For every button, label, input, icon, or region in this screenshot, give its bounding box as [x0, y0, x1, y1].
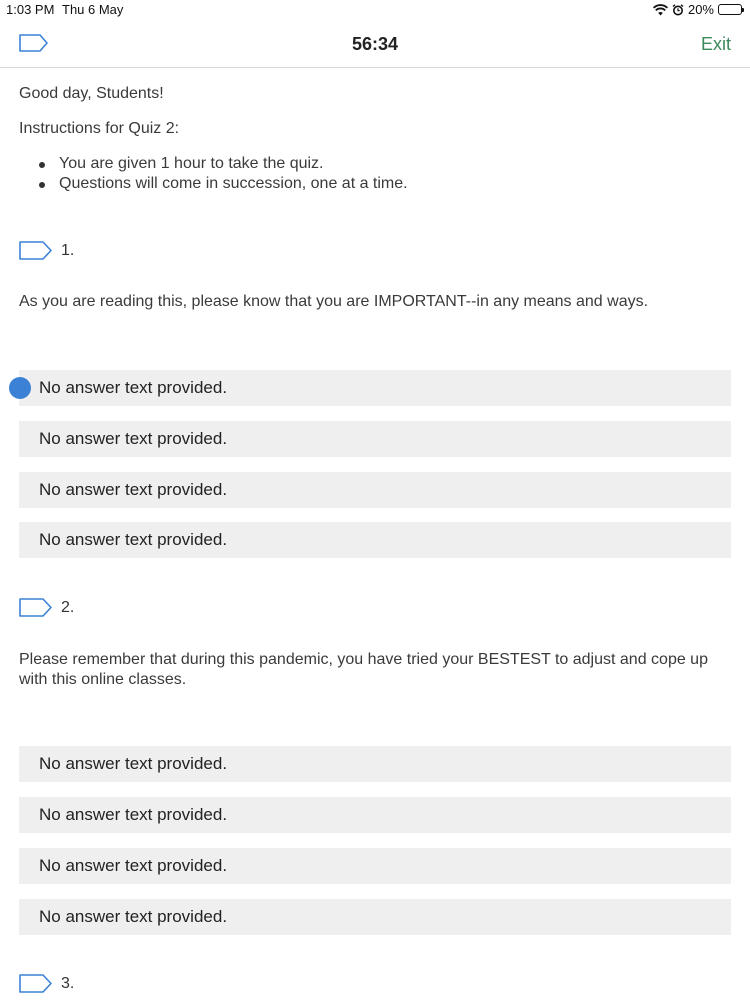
question-number: 1.: [61, 241, 75, 259]
question-3-header: [19, 974, 74, 993]
flag-icon[interactable]: [19, 598, 53, 617]
question-number: 3.: [61, 974, 75, 992]
flag-icon[interactable]: [19, 974, 53, 993]
answer-option[interactable]: No answer text provided.: [19, 472, 731, 508]
instructions-list: [39, 154, 731, 194]
flag-icon[interactable]: [19, 241, 53, 260]
answer-option-selected[interactable]: No answer text provided.: [19, 370, 731, 406]
answer-option[interactable]: No answer text provided.: [19, 421, 731, 457]
status-time: 1:03 PM: [6, 2, 55, 17]
question-text: Please remember that during this pandemic, you have tried your BESTEST to adjust and cope up with this online classes.: [19, 651, 708, 688]
list-item: Questions will come in succession, one at a time.: [39, 174, 731, 194]
quiz-nav-bar: [0, 22, 750, 68]
wifi-icon: [653, 4, 668, 16]
list-item: You are given 1 hour to take the quiz.: [39, 154, 731, 174]
alarm-icon: [672, 4, 684, 16]
status-right: [653, 2, 742, 17]
question-2-header: [19, 598, 74, 617]
quiz-instructions: [19, 84, 731, 194]
battery-icon: [718, 4, 742, 15]
question-1-header: [19, 241, 74, 260]
answer-option[interactable]: No answer text provided.: [19, 746, 731, 782]
answer-option[interactable]: No answer text provided.: [19, 522, 731, 558]
greeting: Good day, Students!: [19, 85, 164, 102]
status-date: Thu 6 May: [62, 2, 124, 17]
answer-option[interactable]: No answer text provided.: [19, 848, 731, 884]
exit-button[interactable]: Exit: [700, 34, 731, 54]
status-bar: [0, 0, 750, 20]
answer-option[interactable]: No answer text provided.: [19, 899, 731, 935]
question-number: 2.: [61, 598, 75, 616]
answer-option[interactable]: No answer text provided.: [19, 797, 731, 833]
question-text: As you are reading this, please know that you are IMPORTANT--in any means and ways.: [19, 293, 649, 310]
quiz-timer: 56:34: [351, 34, 399, 54]
selected-radio-indicator: [9, 377, 31, 399]
battery-percent: 20%: [687, 2, 714, 17]
instructions-title: Instructions for Quiz 2:: [19, 120, 180, 137]
